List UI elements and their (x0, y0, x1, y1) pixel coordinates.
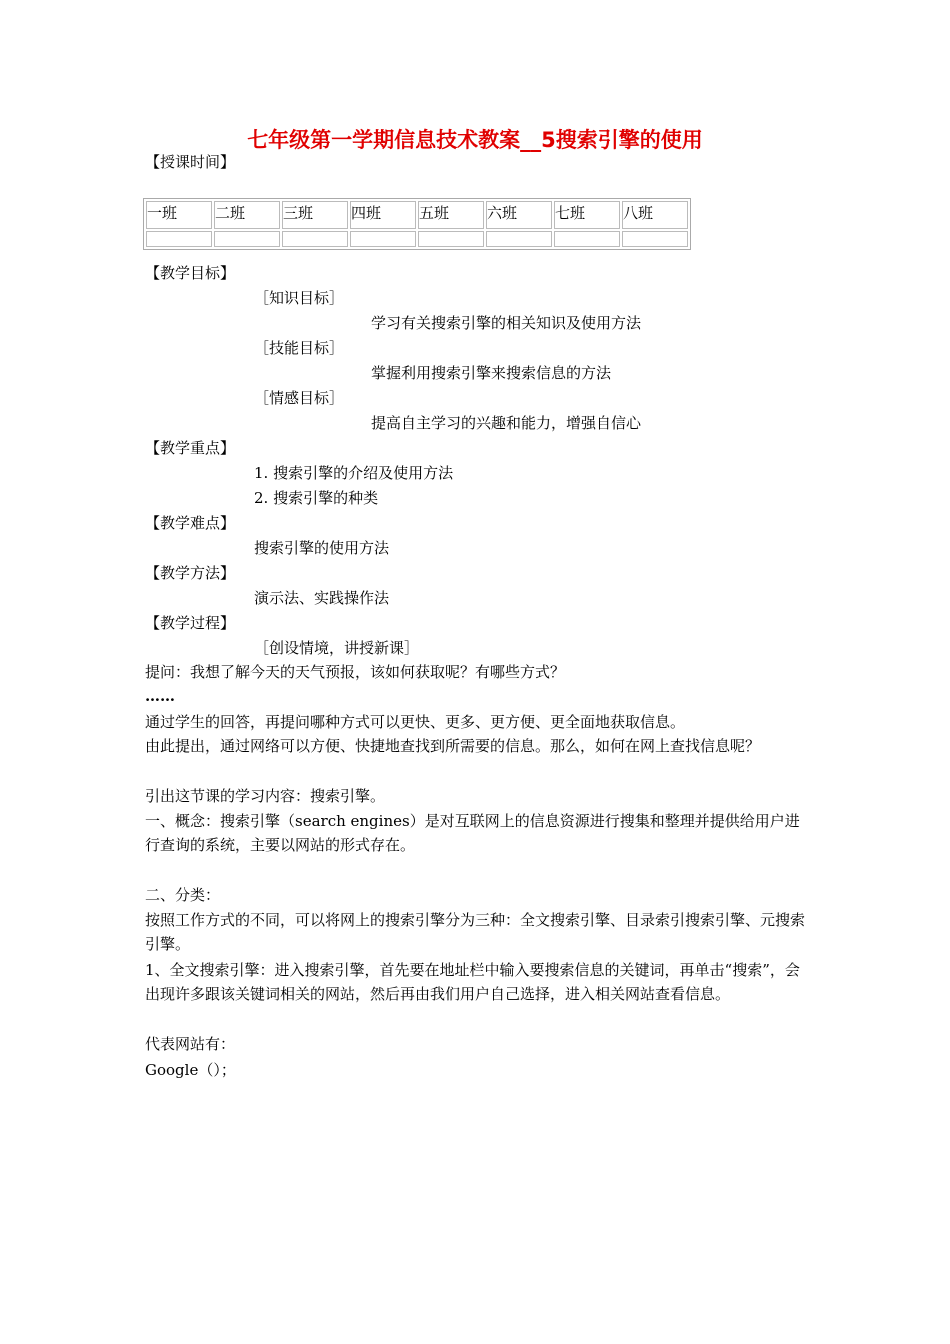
table-cell (214, 231, 280, 247)
table-cell (282, 231, 348, 247)
process-sub: ［创设情境，讲授新课］ (254, 639, 420, 657)
table-row (146, 201, 688, 229)
emotion-text: 提高自主学习的兴趣和能力，增强自信心 (371, 414, 642, 432)
paragraph-concept: 一、概念：搜索引擎（search engines）是对互联网上的信息资源进行搜集和整理并提供给用户进行查询的系统，主要以网站的形式存在。 (145, 812, 800, 854)
table-cell (350, 231, 416, 247)
knowledge-label: ［知识目标］ (254, 289, 345, 307)
skill-text: 掌握利用搜索引擎来搜索信息的方法 (371, 364, 612, 382)
paragraph-intro: 引出这节课的学习内容：搜索引擎。 (145, 787, 386, 805)
table-cell: 七班 (554, 201, 620, 229)
paragraph-google: Google（）； (145, 1061, 236, 1079)
document-title: 七年级第一学期信息技术教案__5搜索引擎的使用 (247, 128, 703, 152)
difficulty-heading: 【教学难点】 (145, 514, 236, 532)
table-cell: 四班 (350, 201, 416, 229)
table-cell (146, 231, 212, 247)
knowledge-text: 学习有关搜索引擎的相关知识及使用方法 (371, 314, 642, 332)
table-cell: 二班 (214, 201, 280, 229)
class-schedule-table (143, 198, 691, 250)
process-heading: 【教学过程】 (145, 614, 236, 632)
skill-label: ［技能目标］ (254, 339, 345, 357)
table-cell (486, 231, 552, 247)
method-text: 演示法、实践操作法 (254, 589, 390, 607)
table-cell: 一班 (146, 201, 212, 229)
table-row (146, 231, 688, 247)
table-cell: 五班 (418, 201, 484, 229)
paragraph-network: 由此提出，通过网络可以方便、快捷地查找到所需要的信息。那么，如何在网上查找信息呢？ (145, 737, 761, 755)
paragraph-types: 按照工作方式的不同，可以将网上的搜索引擎分为三种：全文搜索引擎、目录索引搜索引擎、元搜索引擎。 (145, 911, 806, 953)
table-cell (622, 231, 688, 247)
paragraph-classification: 二、分类： (145, 886, 221, 904)
method-heading: 【教学方法】 (145, 564, 236, 582)
paragraph-representative: 代表网站有： (145, 1035, 236, 1053)
focus-heading: 【教学重点】 (145, 439, 236, 457)
table-cell: 三班 (282, 201, 348, 229)
focus-item-1: 1. 搜索引擎的介绍及使用方法 (254, 464, 454, 482)
paragraph-fulltext: 1、全文搜索引擎：进入搜索引擎，首先要在地址栏中输入要搜索信息的关键词，再单击“搜索”，会出现许多跟该关键词相关的网站，然后再由我们用户自己选择，进入相关网站查看信息。 (145, 961, 800, 1003)
focus-item-2: 2. 搜索引擎的种类 (254, 489, 379, 507)
paragraph-question: 提问：我想了解今天的天气预报，该如何获取呢？有哪些方式？ (145, 663, 566, 681)
paragraph-answer: 通过学生的回答，再提问哪种方式可以更快、更多、更方便、更全面地获取信息。 (145, 713, 686, 731)
time-heading: 【授课时间】 (145, 153, 236, 171)
table-cell: 六班 (486, 201, 552, 229)
table-cell: 八班 (622, 201, 688, 229)
paragraph-ellipsis: …… (145, 687, 175, 705)
table-cell (418, 231, 484, 247)
emotion-label: ［情感目标］ (254, 389, 345, 407)
difficulty-text: 搜索引擎的使用方法 (254, 539, 390, 557)
goals-heading: 【教学目标】 (145, 264, 236, 282)
table-cell (554, 231, 620, 247)
